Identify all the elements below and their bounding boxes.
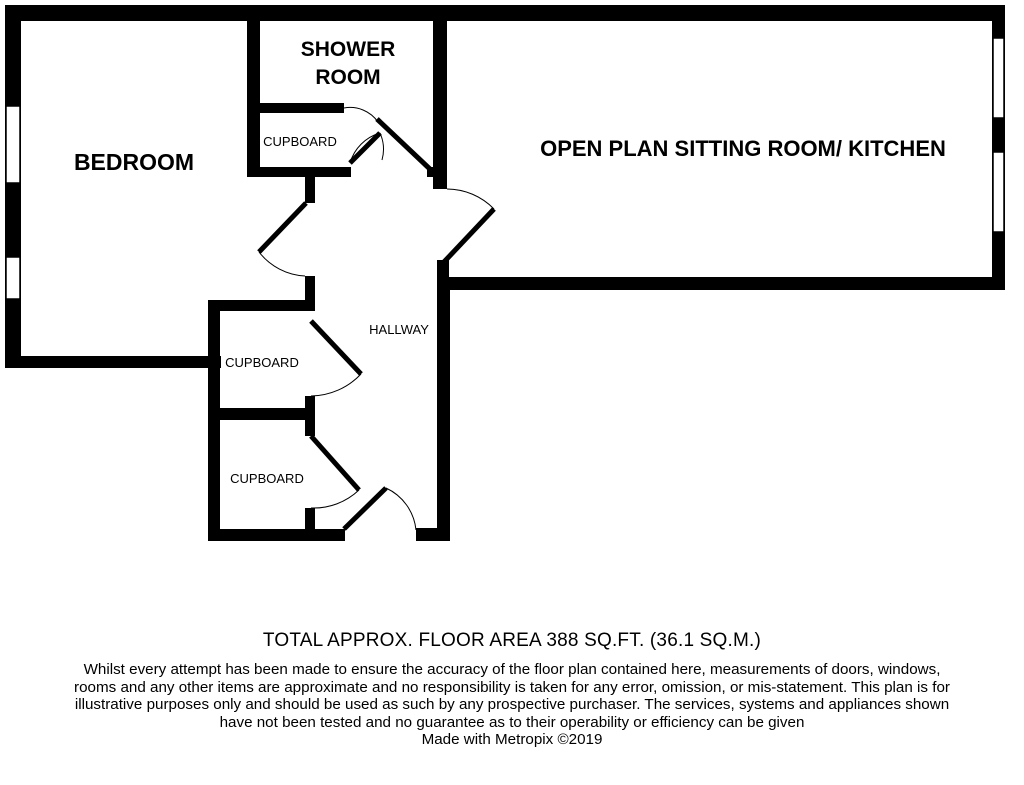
label-hallway: HALLWAY xyxy=(369,322,429,337)
label-cupboard-mid: CUPBOARD xyxy=(225,355,299,370)
door-shower-leaf xyxy=(377,119,432,171)
plan-footer xyxy=(0,630,1024,749)
door-entrance-leaf xyxy=(344,488,386,529)
wall-cupboard-block-left xyxy=(208,300,220,541)
window-sitting-lower xyxy=(993,152,1004,232)
wall-hall-stub-b xyxy=(433,167,447,189)
wall-hall-right xyxy=(437,278,450,540)
door-sitting-leaf xyxy=(443,209,494,263)
wall-bedroom-left xyxy=(5,5,21,367)
window-bedroom-upper xyxy=(6,106,20,183)
label-sitting-room: OPEN PLAN SITTING ROOM/ KITCHEN xyxy=(540,136,946,161)
wall-shower-right xyxy=(433,5,447,175)
wall-sitting-bottom xyxy=(437,277,1005,290)
door-cupboard-mid-swing xyxy=(311,374,361,396)
label-cupboard-bottom: CUPBOARD xyxy=(230,471,304,486)
window-bedroom-lower xyxy=(6,257,20,299)
wall-hall-left-lower-a xyxy=(305,396,315,436)
wall-bedroom-bottom xyxy=(5,356,221,368)
total-floor-area: TOTAL APPROX. FLOOR AREA 388 SQ.FT. (36.1 SQ.M.) xyxy=(262,630,762,651)
label-shower-line2: ROOM xyxy=(315,66,381,89)
wall-bedroom-shower xyxy=(247,5,260,177)
label-cupboard-top: CUPBOARD xyxy=(263,134,337,149)
door-cupboard-bottom-swing xyxy=(311,490,359,508)
wall-cupboard-top xyxy=(247,103,344,113)
label-bedroom: BEDROOM xyxy=(73,149,195,175)
door-entrance-swing xyxy=(386,488,416,530)
door-cupboard-mid-leaf xyxy=(311,321,361,374)
door-sitting-swing xyxy=(447,189,494,209)
wall-hall-left-lower-b xyxy=(305,508,315,530)
wall-top xyxy=(5,5,1005,21)
label-shower-line1: SHOWER xyxy=(300,38,396,61)
wall-hall-left-upper xyxy=(305,177,315,203)
walls xyxy=(5,5,1005,541)
door-bedroom-leaf xyxy=(259,203,306,252)
credit-text: Made with Metropix ©2019 xyxy=(421,731,603,748)
wall-entrance-jamb xyxy=(416,528,450,541)
door-bedroom-swing xyxy=(259,252,305,276)
window-sitting-upper xyxy=(993,38,1004,118)
door-shower-swing xyxy=(344,107,378,122)
wall-cupboard-base xyxy=(247,167,351,177)
wall-cupboard-block-top xyxy=(208,300,315,311)
wall-cupboards-divider xyxy=(208,408,315,420)
wall-cupboard-block-bottom xyxy=(208,529,345,541)
door-cupboard-bottom-leaf xyxy=(311,436,359,490)
disclaimer-text: Whilst every attempt has been made to ensure the accuracy of the floor plan contained here, measurements of doors, windows, rooms and any other items are approximate and no responsibility is taken for any error, omission, or mis-statement. This plan is for illustrative purposes only and should be used as such by any prospective purchaser. The services, systems and appliances shown have not been tested and no guarantee as to their operability or efficiency can be given xyxy=(74,661,950,731)
door-cupboard-top-leaf xyxy=(350,133,380,163)
